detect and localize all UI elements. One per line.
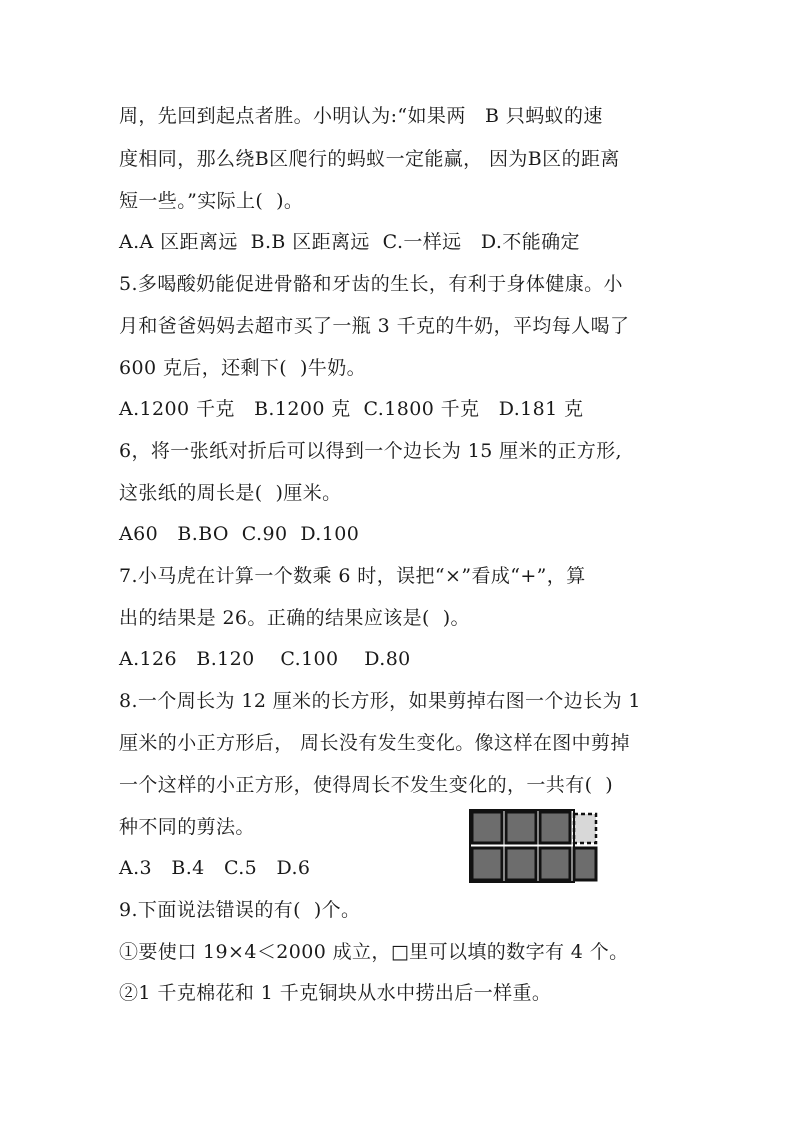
answer-options-q5: A.1200 千克 B.1200 克 C.1800 千克 D.181 克 <box>119 398 584 420</box>
text-line: 600 克后，还剩下( )牛奶。 <box>119 357 367 379</box>
statement-2: ②1 千克棉花和 1 千克铜块从水中捞出后一样重。 <box>119 982 552 1004</box>
rectangle-grid-figure <box>468 808 600 884</box>
grid-square <box>574 848 596 880</box>
grid-square <box>472 812 502 843</box>
answer-options-q4: A.A 区距离远 B.B 区距离远 C.一样远 D.不能确定 <box>119 231 580 253</box>
text-line: 一个这样的小正方形，使得周长不发生变化的，一共有( ) <box>119 774 614 796</box>
text-line: 短一些。”实际上( )。 <box>119 190 304 212</box>
text-line: 周，先回到起点者胜。小明认为:“如果两 B 只蚂蚁的速 <box>119 105 603 127</box>
grid-square <box>540 812 570 843</box>
text-line: 这张纸的周长是( )厘米。 <box>119 482 342 504</box>
text-line: 度相同，那么绕B区爬行的蚂蚁一定能赢， 因为B区的距离 <box>119 148 620 170</box>
question-8: 8.一个周长为 12 厘米的长方形，如果剪掉右图一个边长为 1 <box>119 690 641 712</box>
grid-square <box>506 848 536 880</box>
grid-square <box>540 848 570 880</box>
grid-square <box>506 812 536 843</box>
question-9: 9.下面说法错误的有( )个。 <box>119 899 361 921</box>
text-line: 出的结果是 26。正确的结果应该是( )。 <box>119 607 470 629</box>
text-line: 厘米的小正方形后， 周长没有发生变化。像这样在图中剪掉 <box>119 732 630 754</box>
statement-1: ①要使口 19×4＜2000 成立，□里可以填的数字有 4 个。 <box>119 941 629 963</box>
answer-options-q6: A60 B.BO C.90 D.100 <box>119 523 360 545</box>
text-line: 月和爸爸妈妈去超市买了一瓶 3 千克的牛奶，平均每人喝了 <box>119 315 630 337</box>
question-7: 7.小马虎在计算一个数乘 6 时，误把“×”看成“+”，算 <box>119 565 586 587</box>
grid-square <box>472 848 502 880</box>
answer-options-q8: A.3 B.4 C.5 D.6 <box>119 857 311 879</box>
text-line: 种不同的剪法。 <box>119 816 255 838</box>
question-6: 6，将一张纸对折后可以得到一个边长为 15 厘米的正方形, <box>119 440 622 462</box>
question-5: 5.多喝酸奶能促进骨骼和牙齿的生长，有利于身体健康。小 <box>119 273 623 295</box>
cut-square-dashed <box>574 814 596 843</box>
answer-options-q7: A.126 B.120 C.100 D.80 <box>119 648 411 670</box>
